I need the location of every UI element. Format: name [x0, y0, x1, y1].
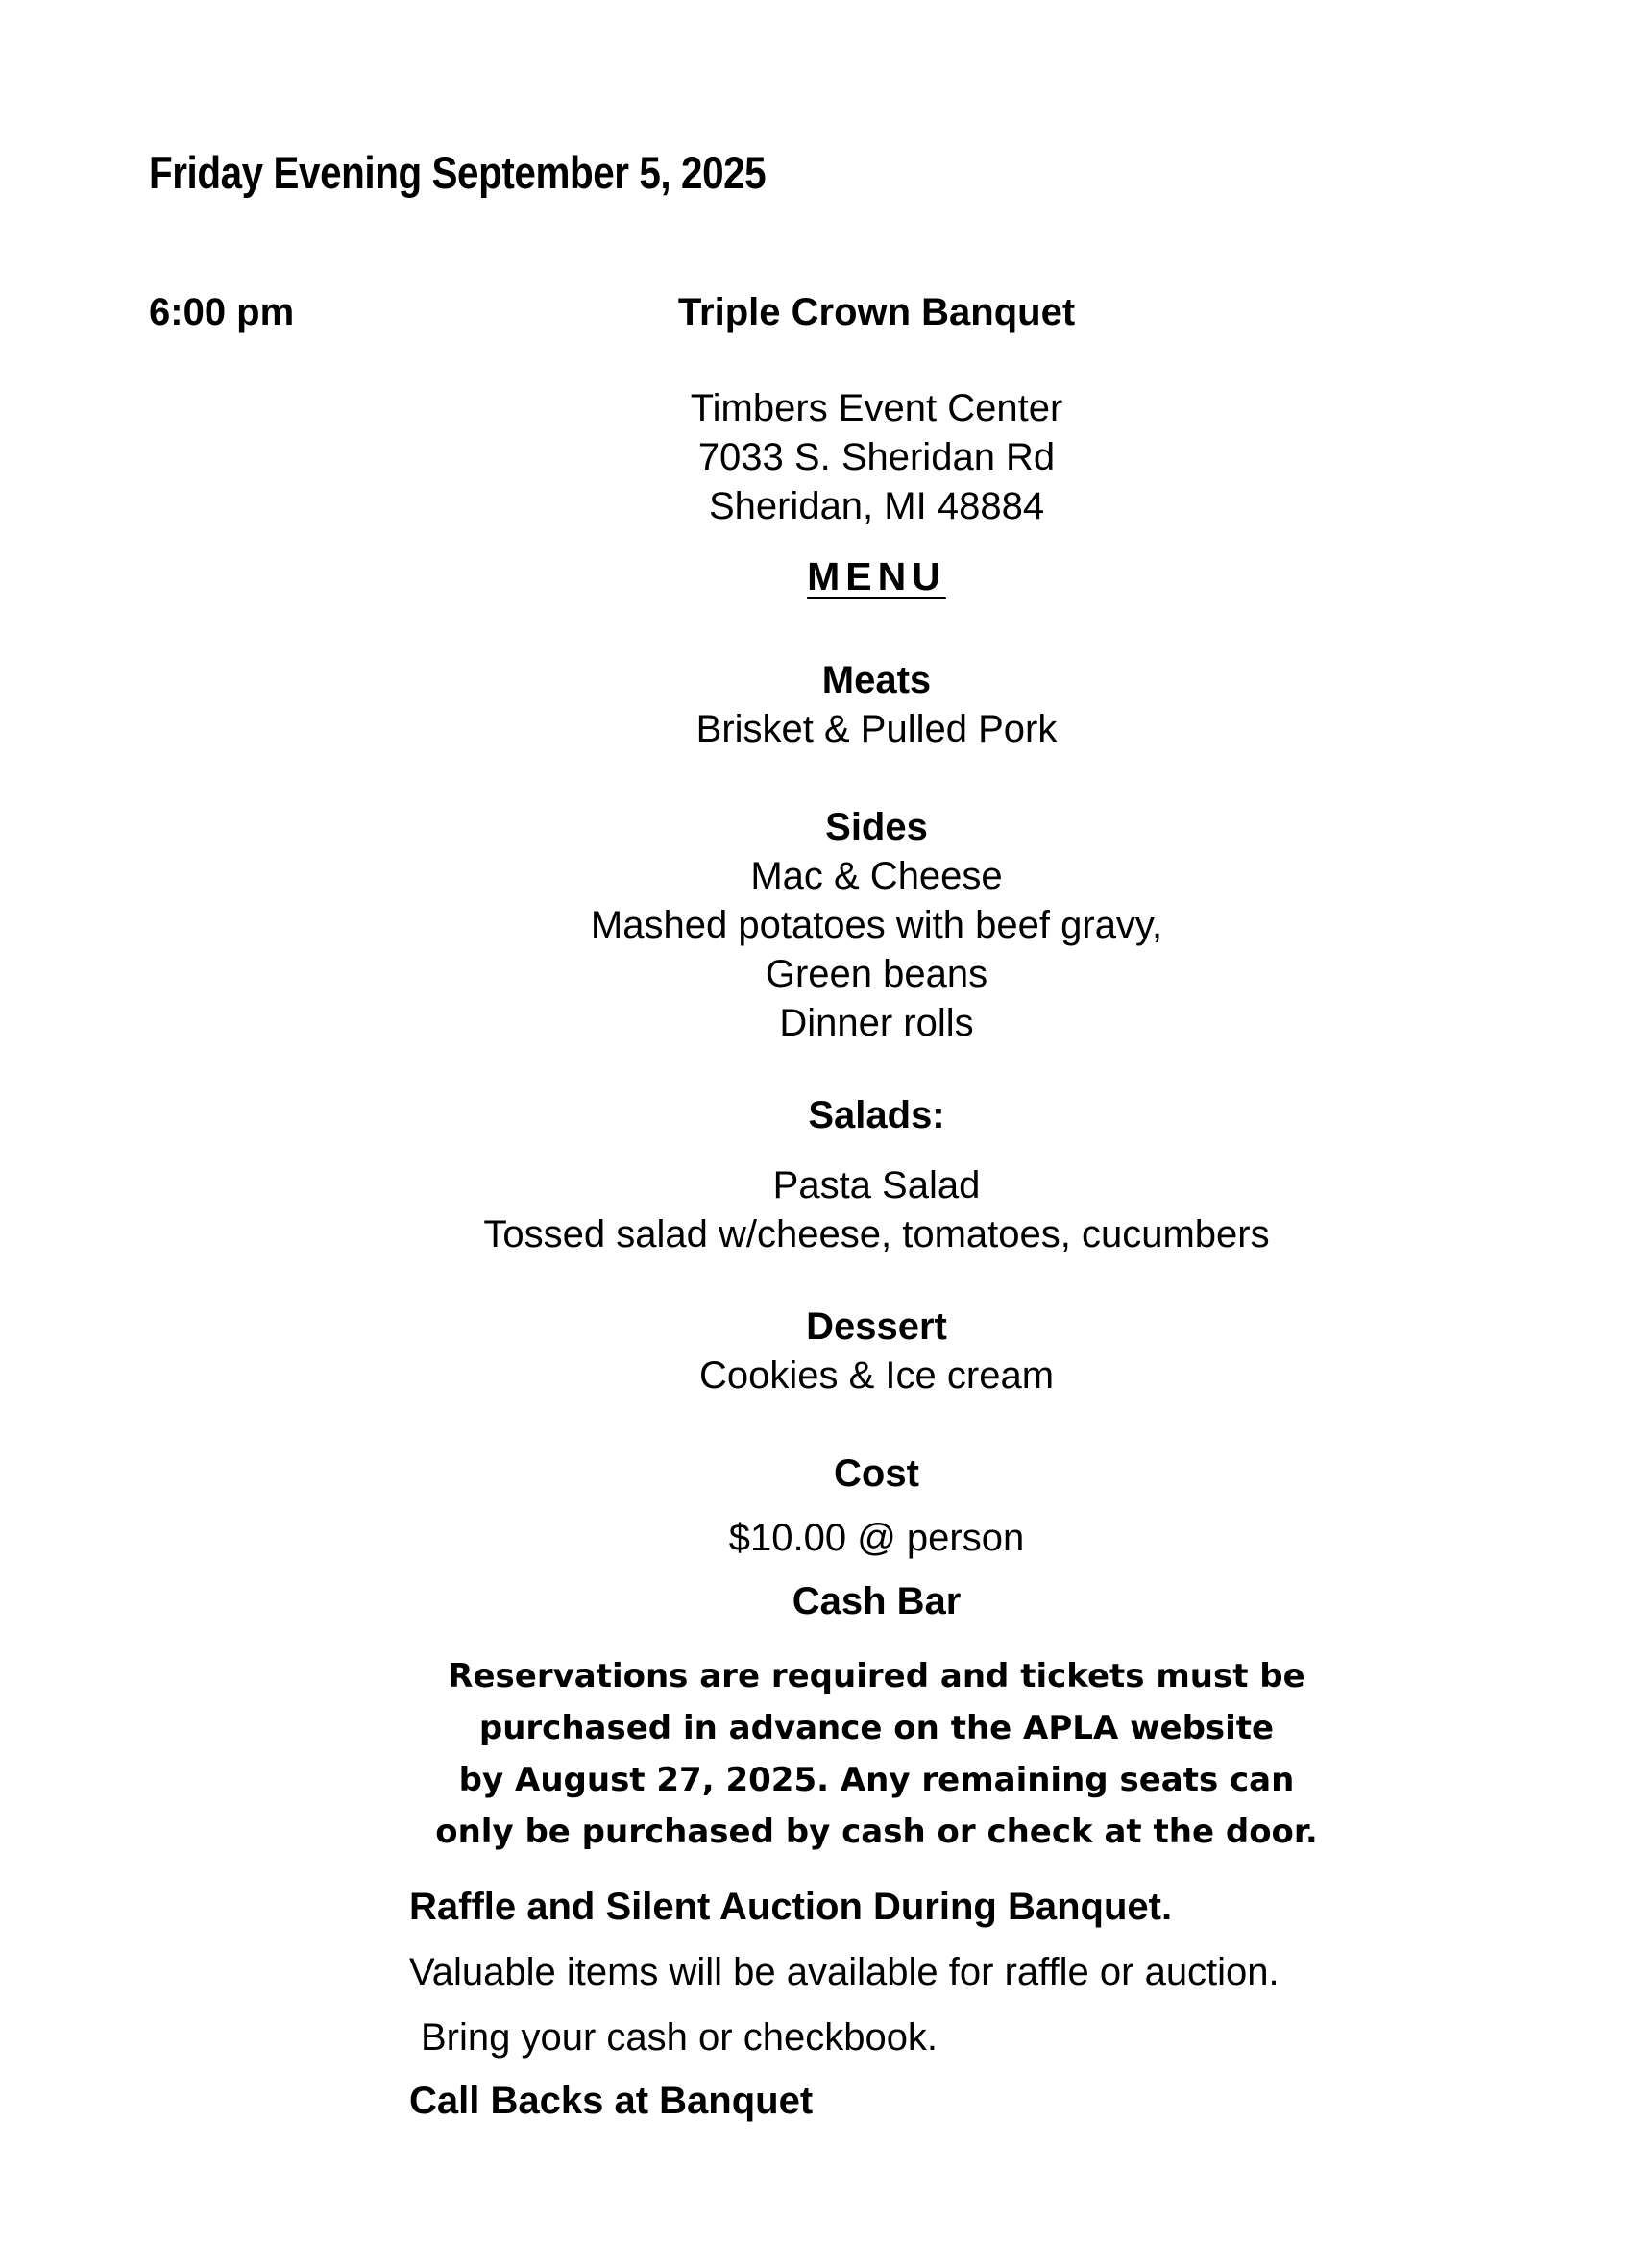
cash-bar-label: Cash Bar	[792, 1580, 962, 1622]
cost-heading: Cost	[834, 1452, 919, 1495]
menu-section-salads	[403, 1161, 1350, 1259]
venue-city: Sheridan, MI 48884	[708, 485, 1045, 527]
menu-item: Green beans	[765, 953, 988, 995]
meats-heading: Meats	[821, 659, 932, 701]
menu-section-dessert	[403, 1303, 1350, 1401]
callbacks-note: Call Backs at Banquet	[409, 2080, 814, 2122]
menu-item: Brisket & Pulled Pork	[695, 708, 1058, 750]
venue-name: Timbers Event Center	[690, 387, 1063, 429]
menu-item: Dinner rolls	[779, 1002, 974, 1044]
venue-street: 7033 S. Sheridan Rd	[697, 436, 1056, 478]
dessert-heading: Dessert	[806, 1305, 947, 1348]
raffle-description: Valuable items will be available for raffle or auction.	[409, 1951, 1280, 1993]
menu-item: Tossed salad w/cheese, tomatoes, cucumbers	[483, 1213, 1270, 1256]
cost-value: $10.00 @ person	[728, 1517, 1025, 1559]
menu-item: Pasta Salad	[772, 1164, 981, 1207]
notice-line: by August 27, 2025. Any remaining seats can	[458, 1761, 1295, 1799]
venue-address	[403, 384, 1350, 531]
notice-line: purchased in advance on the APLA website	[478, 1709, 1275, 1747]
menu-item: Cookies & Ice cream	[698, 1354, 1055, 1397]
sides-heading: Sides	[825, 806, 928, 848]
reservation-notice	[403, 1650, 1350, 1858]
menu-item: Mashed potatoes with beef gravy,	[590, 904, 1163, 946]
event-title: Triple Crown Banquet	[677, 291, 1076, 333]
date-heading: Friday Evening September 5, 2025	[149, 147, 767, 198]
event-time: 6:00 pm	[149, 291, 295, 333]
raffle-reminder: Bring your cash or checkbook.	[421, 2016, 938, 2059]
menu-heading: MENU	[807, 554, 946, 598]
menu-section-meats	[403, 656, 1350, 754]
menu-section-sides	[403, 803, 1350, 1048]
menu-item: Mac & Cheese	[750, 855, 1003, 897]
salads-heading: Salads:	[808, 1094, 945, 1136]
notice-line: Reservations are required and tickets must be	[448, 1657, 1305, 1695]
notice-line: only be purchased by cash or check at the door.	[435, 1813, 1318, 1851]
raffle-heading: Raffle and Silent Auction During Banquet.	[409, 1886, 1173, 1928]
